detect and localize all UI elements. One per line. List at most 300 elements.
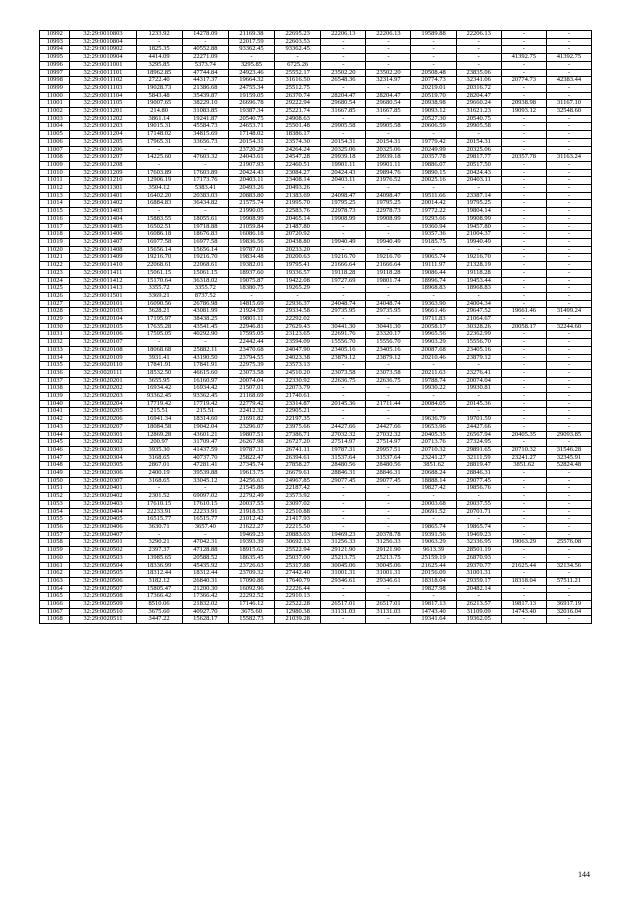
table-cell: 93362.45 [275,46,321,54]
table-cell: - [321,385,366,393]
table-row [40,454,592,462]
table-cell: 22936.37 [275,300,321,308]
table-cell: 11023 [40,269,70,277]
table-cell: 32:29:0020403 [70,500,136,508]
table-row [40,316,592,324]
table-cell: 1825.35 [136,46,182,54]
table-cell: - [546,400,591,408]
table-cell: - [366,616,411,624]
table-row [40,554,592,562]
table-cell: - [411,516,456,524]
table-cell: 215.51 [136,408,182,416]
table-cell: 32:29:0011404 [70,215,136,223]
table-cell: 19293.66 [411,215,456,223]
table-cell: 22330.92 [275,377,321,385]
table-row [40,485,592,493]
table-cell: 15656.14 [136,246,182,254]
table-cell: 19241.87 [182,115,228,123]
table-cell: 19836.56 [228,238,274,246]
table-cell: - [456,61,501,69]
table-cell: - [321,585,366,593]
table-cell: 16515.77 [136,516,182,524]
table-cell: 23241.27 [501,454,546,462]
table-cell: 22636.75 [321,377,366,385]
table-cell: - [501,570,546,578]
table-cell: 32:29:0011411 [70,269,136,277]
table-cell: 20003.68 [411,500,456,508]
table-cell: 11057 [40,531,70,539]
table-cell: 23879.12 [456,354,501,362]
table-cell: 17603.89 [182,169,228,177]
table-cell: 19360.94 [411,223,456,231]
table-cell: 19336.57 [275,269,321,277]
table-cell: 11059 [40,547,70,555]
table-cell: 28204.47 [321,92,366,100]
table-cell: 20156.09 [411,570,456,578]
table-cell: 19908.99 [228,215,274,223]
table-cell: - [321,408,366,416]
table-cell: 32:29:0020509 [70,601,136,609]
table-cell: 11038 [40,385,70,393]
table-cell: 17965.31 [136,138,182,146]
table-cell: - [546,416,591,424]
table-cell: 19159.05 [228,92,274,100]
table-cell: 31709.47 [182,439,228,447]
table-cell: - [501,408,546,416]
table-cell: - [321,316,366,324]
table-cell: 22206.13 [321,31,366,39]
table-cell: 32016.04 [546,608,591,616]
table-cell: - [501,354,546,362]
table-cell: 18055.61 [182,215,228,223]
table-cell: 19795.25 [366,200,411,208]
table-cell: 2397.37 [136,547,182,555]
table-cell: 29647.52 [456,308,501,316]
table-cell: 18915.62 [228,547,274,555]
table-cell: 18318.04 [501,577,546,585]
table-cell: - [501,238,546,246]
table-row [40,547,592,555]
table-cell: 29957.51 [366,446,411,454]
table-cell: 22978.73 [321,208,366,216]
table-cell: 20774.73 [501,77,546,85]
table-row [40,500,592,508]
table-cell: 32345.91 [546,454,591,462]
table-cell: - [501,277,546,285]
table-cell: 11051 [40,485,70,493]
table-cell: 11037 [40,377,70,385]
table-cell: 19940.49 [321,238,366,246]
table-cell: 26517.01 [321,601,366,609]
table-cell: 32:29:0010804 [70,38,136,46]
table-cell: - [501,269,546,277]
table-cell: 3447.22 [136,616,182,624]
table-cell: 32:29:0011206 [70,146,136,154]
table-cell: - [321,115,366,123]
table-cell: 11003 [40,115,70,123]
table-row [40,593,592,601]
table-cell: - [546,439,591,447]
table-cell: 20938.98 [501,100,546,108]
table-cell: 11035 [40,362,70,370]
table-cell: 20710.32 [501,446,546,454]
table-cell: 29334.58 [275,308,321,316]
table-cell: 31499.24 [546,308,591,316]
table-cell: 30441.30 [321,323,366,331]
table-cell: 26517.01 [366,601,411,609]
table-cell: 2301.52 [136,493,182,501]
table-cell: 25159.19 [411,554,456,562]
table-cell: - [501,470,546,478]
table-cell: 32:29:0011202 [70,115,136,123]
table-cell: 24653.71 [228,123,274,131]
table-cell: - [546,362,591,370]
table-row [40,169,592,177]
table-cell: 19511.66 [411,192,456,200]
table-cell: - [136,485,182,493]
table-cell: 12980.38 [275,608,321,616]
table-cell: 19636.79 [411,416,456,424]
table-cell: 19801.11 [228,316,274,324]
table-cell: 32:29:0020203 [70,393,136,401]
table-cell: 23073.58 [228,369,274,377]
table-cell: 2867.01 [136,462,182,470]
table-cell: 16502.51 [136,223,182,231]
table-cell: 19908.99 [366,215,411,223]
table-cell: 19216.70 [136,254,182,262]
table-cell: 93362.45 [182,393,228,401]
table-cell: 23879.12 [366,354,411,362]
table-cell: 18968.83 [411,285,456,293]
table-cell: 11027 [40,300,70,308]
table-cell: 11012 [40,185,70,193]
table-cell: 32:29:0011208 [70,161,136,169]
table-cell: 10996 [40,61,70,69]
table-cell: 11011 [40,177,70,185]
table-cell: 11047 [40,454,70,462]
table-cell: 24755.34 [228,84,274,92]
table-cell: 5383.41 [182,185,228,193]
table-cell: 32:29:0011407 [70,238,136,246]
table-cell: 20378.78 [366,531,411,539]
table-cell: - [501,377,546,385]
table-cell: 20527.30 [411,115,456,123]
table-cell: 32:29:0020306 [70,470,136,478]
table-cell: 19965.56 [411,331,456,339]
table-cell: 19817.13 [501,601,546,609]
table-cell: - [501,31,546,39]
table-cell: 39539.88 [182,470,228,478]
table-cell: 20211.63 [411,369,456,377]
table-cell: 3931.41 [136,354,182,362]
table-cell: - [501,593,546,601]
table-cell: 19653.96 [411,423,456,431]
table-cell: - [182,531,228,539]
table-cell: 6725.26 [275,61,321,69]
table-cell: 11034 [40,354,70,362]
table-cell: - [366,393,411,401]
table-cell: 11017 [40,223,70,231]
table-cell: - [136,38,182,46]
table-cell: 11045 [40,439,70,447]
table-cell: 19362.05 [456,616,501,624]
table-cell: 8737.52 [182,292,228,300]
table-cell: 10998 [40,77,70,85]
table-cell: - [366,61,411,69]
table-cell: 17090.88 [228,577,274,585]
table-cell: 28480.56 [321,462,366,470]
table-cell: 21507.01 [228,385,274,393]
table-cell: - [501,524,546,532]
table-cell: 47281.41 [182,462,228,470]
table-cell: 24427.66 [456,423,501,431]
table-cell: 22197.35 [275,416,321,424]
table-cell: 22271.09 [182,54,228,62]
table-cell: 19357.36 [411,231,456,239]
table-cell: 32:29:0020101 [70,300,136,308]
table-cell: 22779.42 [228,400,274,408]
table-cell: 47603.32 [182,154,228,162]
table-cell: - [546,593,591,601]
table-cell: 10997 [40,69,70,77]
table-cell: - [501,246,546,254]
table-cell: - [321,46,366,54]
table-cell: - [546,31,591,39]
table-cell: - [182,208,228,216]
table-cell: 22442.44 [228,339,274,347]
table-cell: 22226.44 [275,585,321,593]
table-cell: 27442.40 [275,570,321,578]
table-cell: 19827.42 [411,485,456,493]
table-cell: - [546,354,591,362]
table-cell: - [546,269,591,277]
table-cell: 32:29:0011413 [70,285,136,293]
table-cell: 11064 [40,585,70,593]
table-cell: 36917.19 [546,601,591,609]
table-cell: - [366,131,411,139]
table-cell: - [546,331,591,339]
table-cell: 19118.28 [321,269,366,277]
table-cell: 19661.46 [411,308,456,316]
table-cell: - [501,46,546,54]
table-cell: 11022 [40,262,70,270]
table-cell: 20465.14 [275,215,321,223]
table-cell: 19042.04 [182,423,228,431]
table-cell: 57511.21 [546,577,591,585]
table-cell: 41392.75 [501,54,546,62]
table-cell: - [546,285,591,293]
table-cell: 20145.36 [321,400,366,408]
table-cell: 11044 [40,431,70,439]
table-cell: 12906.19 [136,177,182,185]
table-cell: - [546,61,591,69]
table-cell: 32:29:0020201 [70,377,136,385]
table-cell: 11067 [40,608,70,616]
table-cell: 26741.11 [275,446,321,454]
table-cell: - [501,292,546,300]
table-cell: 47744.84 [182,69,228,77]
table-cell: - [411,362,456,370]
table-cell: 23276.41 [456,369,501,377]
table-cell: 24264.24 [275,146,321,154]
table-cell: 17173.76 [182,177,228,185]
table-cell: 11005 [40,131,70,139]
table-cell: 19185.75 [411,238,456,246]
table-cell: 35439.87 [182,92,228,100]
table-cell: - [546,92,591,100]
table-cell: 19391.56 [411,531,456,539]
table-cell: 32:29:0020303 [70,446,136,454]
table-cell: - [546,200,591,208]
table-cell: 19093.12 [411,108,456,116]
table-cell: 3675.60 [136,608,182,616]
table-cell: 21012.42 [228,516,274,524]
table-cell: 22068.61 [182,262,228,270]
table-cell: 23502.20 [321,69,366,77]
table-cell: 32:29:0011203 [70,123,136,131]
table-cell: 45435.92 [182,562,228,570]
table-cell: 22695.23 [275,31,321,39]
table-cell: 3675.60 [228,608,274,616]
table-row [40,385,592,393]
table-cell: 22975.39 [228,362,274,370]
table-cell: 20014.42 [411,200,456,208]
table-cell: 32:29:0020302 [70,439,136,447]
table-cell: 27032.32 [366,431,411,439]
table-cell: 11048 [40,462,70,470]
table-cell: 29905.58 [366,123,411,131]
table-cell: 69097.02 [182,493,228,501]
table-cell: - [501,493,546,501]
table-cell: 24427.66 [321,423,366,431]
table-cell: 21625.44 [411,562,456,570]
table-cell: 11039 [40,393,70,401]
table-cell: - [366,223,411,231]
table-row [40,416,592,424]
table-cell: 29735.95 [366,308,411,316]
table-cell: 33656.73 [182,138,228,146]
table-cell: 19834.48 [228,254,274,262]
table-cell: - [456,131,501,139]
table-cell: - [411,408,456,416]
table-cell: - [546,38,591,46]
table-cell: 32:29:0020505 [70,570,136,578]
table-cell: 19469.23 [321,531,366,539]
table-cell: - [546,570,591,578]
table-cell: 22510.88 [275,508,321,516]
table-cell: 29680.54 [321,100,366,108]
table-cell: 31167.10 [546,100,591,108]
table-cell: 2722.40 [136,77,182,85]
table-cell: 20517.50 [456,161,501,169]
table-row [40,100,592,108]
table-cell: - [366,516,411,524]
table-cell: 23123.65 [275,331,321,339]
table-cell: - [501,185,546,193]
table-cell: 28846.31 [366,470,411,478]
table-cell: 10999 [40,84,70,92]
table-cell: 21417.93 [275,516,321,524]
table-cell: - [366,46,411,54]
table-row [40,354,592,362]
table-cell: 21169.38 [228,31,274,39]
table-cell: 32:29:0020510 [70,608,136,616]
table-cell: 44317.37 [182,77,228,85]
table-cell: 19795.25 [321,200,366,208]
table-cell: 32:29:0020407 [70,531,136,539]
table-cell: 21625.44 [501,562,546,570]
table-cell: 21995.70 [275,200,321,208]
table-cell: 22233.91 [182,508,228,516]
table-cell: 33045.12 [182,477,228,485]
table-cell: 27514.97 [366,439,411,447]
table-cell: - [275,292,321,300]
table-cell: - [546,524,591,532]
table-cell: - [366,84,411,92]
table-cell: - [546,339,591,347]
table-cell: 24098.47 [321,192,366,200]
table-cell: 32:29:0020108 [70,346,136,354]
table-cell: 29660.24 [456,100,501,108]
table-cell: 32:29:0011207 [70,154,136,162]
table-cell: 15805.47 [136,585,182,593]
table-cell: 19393.39 [228,539,274,547]
table-cell: 32:29:0020204 [70,400,136,408]
table-cell: 20403.11 [321,177,366,185]
table-cell: 20154.31 [456,138,501,146]
table-cell: 32:29:0020104 [70,316,136,324]
table-cell: - [546,123,591,131]
table-cell: 25552.17 [275,69,321,77]
table-cell: 3369.21 [136,292,182,300]
table-cell: 31537.64 [321,454,366,462]
table-cell: 28846.31 [321,470,366,478]
table-cell: 23573.92 [275,493,321,501]
table-cell: 17148.02 [228,131,274,139]
table-row [40,77,592,85]
table-cell: - [321,38,366,46]
table-cell: 24048.74 [366,300,411,308]
table-cell: 17640.79 [275,577,321,585]
table-cell: 21575.74 [228,200,274,208]
table-cell: 15628.17 [182,616,228,624]
table-cell: - [501,254,546,262]
table-cell: 32:29:0020307 [70,477,136,485]
table-cell: 17719.42 [136,400,182,408]
table-cell: 29222.94 [275,100,321,108]
table-cell: - [182,339,228,347]
table-cell: 19664.32 [228,77,274,85]
table-cell: - [501,508,546,516]
table-cell: 43190.50 [182,354,228,362]
table-cell: 23405.16 [366,346,411,354]
table-cell: 29359.17 [456,577,501,585]
table-row [40,292,592,300]
table-cell: 16934.42 [182,385,228,393]
table-cell: 29891.65 [456,446,501,454]
table-cell: 19908.99 [321,215,366,223]
table-cell: 18318.04 [411,577,456,585]
table-cell: 11030 [40,323,70,331]
table-cell: 17195.97 [136,316,182,324]
table-cell: 10993 [40,38,70,46]
table-cell: - [501,516,546,524]
table-cell: 3504.12 [136,185,182,193]
table-cell: 46615.60 [182,369,228,377]
table-row [40,601,592,609]
table-cell: - [456,393,501,401]
table-cell: 11065 [40,593,70,601]
